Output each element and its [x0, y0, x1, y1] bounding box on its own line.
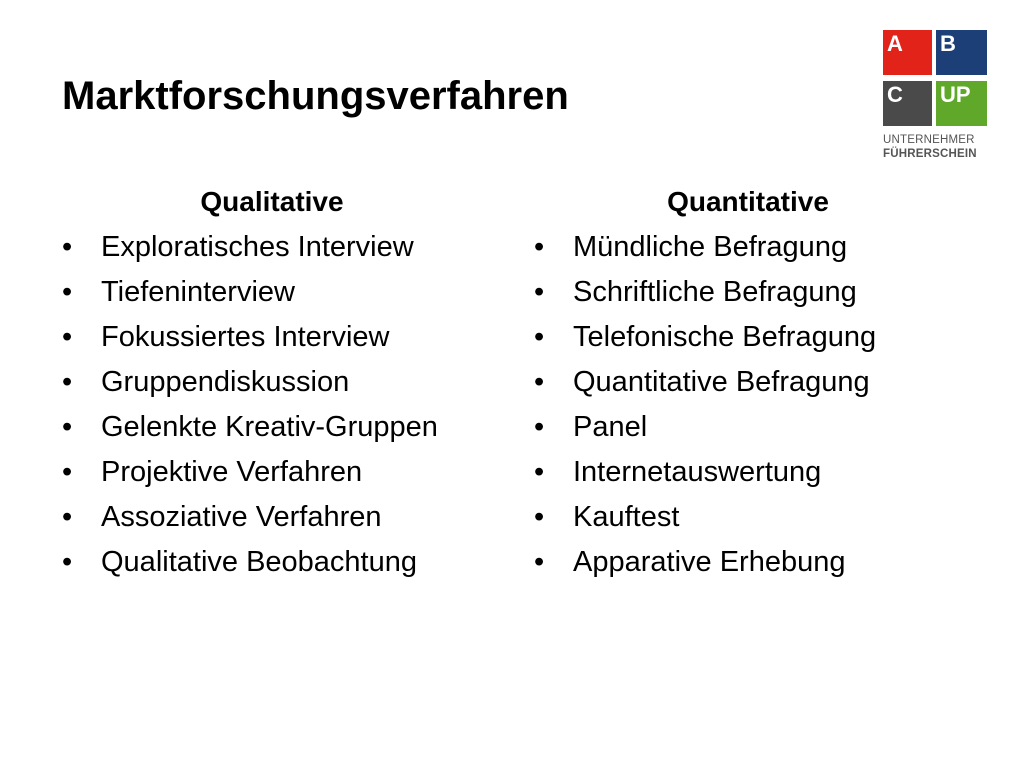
list-item — [528, 499, 968, 535]
list-item — [56, 454, 488, 490]
bullet-icon: • — [534, 321, 545, 353]
logo-cell-c — [883, 81, 932, 126]
list-item — [56, 499, 488, 535]
list-item — [56, 274, 488, 310]
list-item-text: Assoziative Verfahren — [101, 501, 382, 533]
unternehmer-fuehrerschein-logo — [883, 30, 987, 162]
bullet-icon: • — [62, 456, 73, 488]
quantitative-column — [528, 184, 968, 589]
list-item — [56, 229, 488, 265]
list-item-text: Kauftest — [573, 501, 680, 533]
list-item-text: Internetauswertung — [573, 456, 822, 488]
bullet-icon: • — [62, 411, 73, 443]
bullet-icon: • — [534, 276, 545, 308]
quantitative-list — [528, 229, 968, 580]
quantitative-heading: Quantitative — [667, 186, 829, 217]
logo-text-unternehmer: UNTERNEHMER — [883, 134, 975, 146]
list-item-text: Panel — [573, 411, 648, 443]
list-item-text: Telefonische Befragung — [573, 321, 877, 353]
list-item-text: Quantitative Befragung — [573, 366, 870, 398]
logo-cell-up — [936, 81, 987, 126]
logo-text-fuehrerschein: FÜHRERSCHEIN — [883, 148, 977, 160]
list-item — [528, 319, 968, 355]
list-item-text: Schriftliche Befragung — [573, 276, 857, 308]
logo-letter-grid — [883, 30, 987, 128]
bullet-icon: • — [534, 546, 545, 578]
logo-letter-up: UP — [940, 82, 971, 107]
list-item-text: Mündliche Befragung — [573, 231, 848, 263]
slide-title: Marktforschungsverfahren — [62, 74, 569, 118]
bullet-icon: • — [62, 546, 73, 578]
list-item — [528, 454, 968, 490]
logo-letter-c: C — [887, 82, 903, 107]
list-item — [56, 364, 488, 400]
bullet-icon: • — [534, 231, 545, 263]
list-item-text: Tiefeninterview — [101, 276, 295, 308]
logo-cell-b — [936, 30, 987, 75]
bullet-icon: • — [534, 501, 545, 533]
list-item-text: Fokussiertes Interview — [101, 321, 390, 353]
bullet-icon: • — [62, 501, 73, 533]
list-item — [56, 319, 488, 355]
logo-cell-a — [883, 30, 932, 75]
list-item — [528, 544, 968, 580]
logo-letter-a: A — [887, 31, 903, 56]
bullet-icon: • — [62, 321, 73, 353]
list-item — [528, 274, 968, 310]
bullet-icon: • — [534, 456, 545, 488]
qualitative-list — [56, 229, 488, 580]
list-item-text: Gelenkte Kreativ-Gruppen — [101, 411, 438, 443]
list-item — [528, 364, 968, 400]
list-item — [528, 409, 968, 445]
bullet-icon: • — [534, 366, 545, 398]
list-item — [56, 544, 488, 580]
bullet-icon: • — [62, 276, 73, 308]
list-item-text: Gruppendiskussion — [101, 366, 350, 398]
list-item — [528, 229, 968, 265]
list-item — [56, 409, 488, 445]
list-item-text: Apparative Erhebung — [573, 546, 846, 578]
list-item-text: Projektive Verfahren — [101, 456, 363, 488]
list-item-text: Exploratisches Interview — [101, 231, 414, 263]
bullet-icon: • — [62, 231, 73, 263]
bullet-icon: • — [62, 366, 73, 398]
qualitative-column — [56, 184, 488, 589]
qualitative-heading: Qualitative — [200, 186, 344, 217]
logo-letter-b: B — [940, 31, 956, 56]
bullet-icon: • — [534, 411, 545, 443]
list-item-text: Qualitative Beobachtung — [101, 546, 417, 578]
